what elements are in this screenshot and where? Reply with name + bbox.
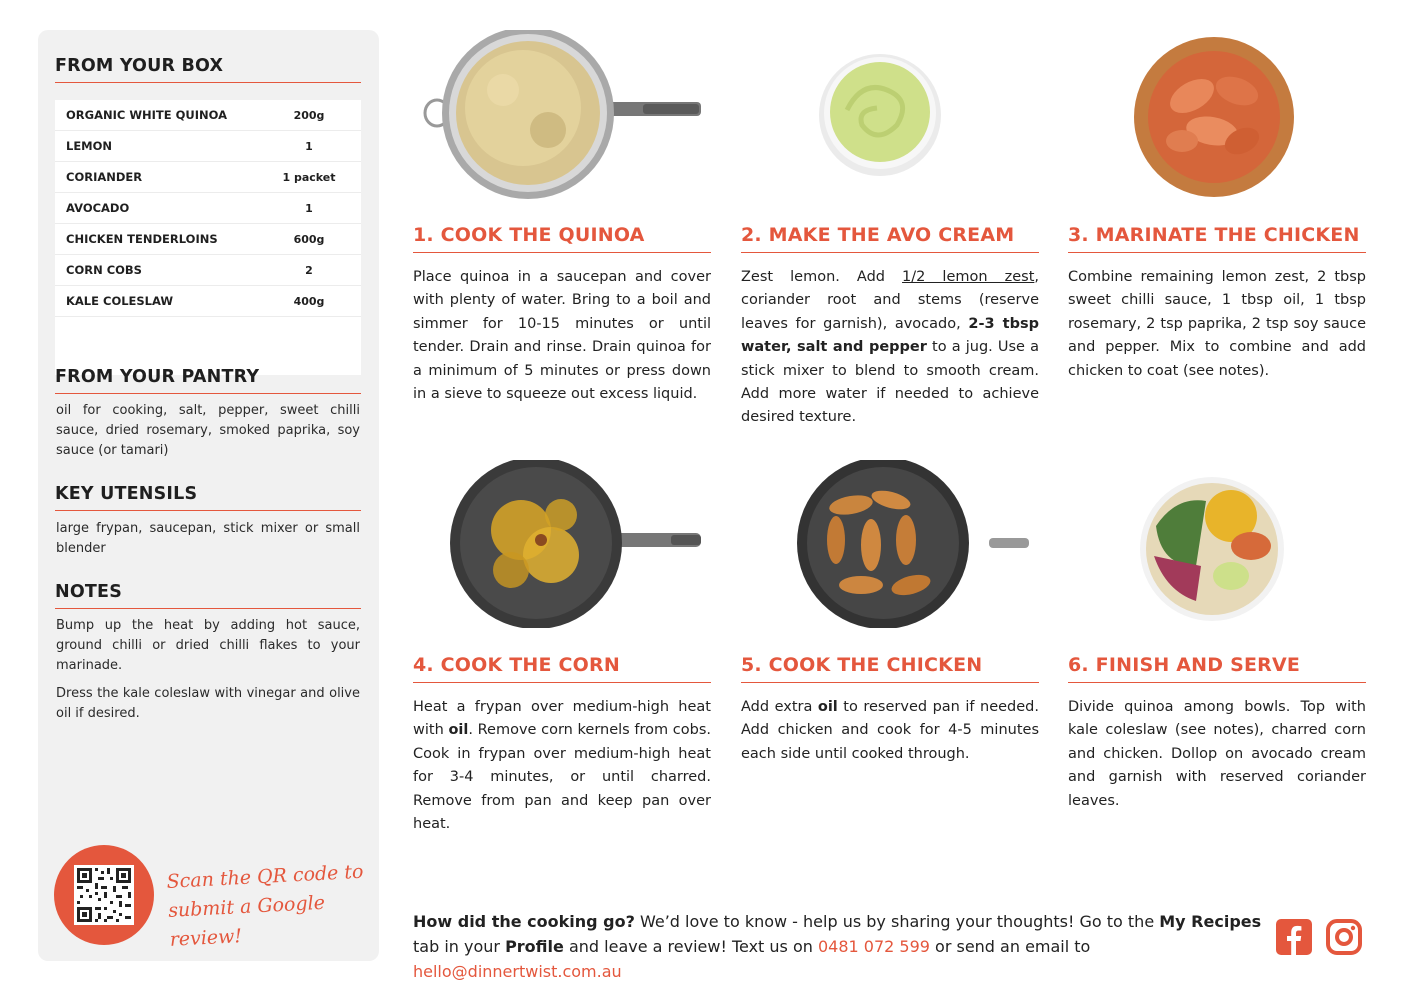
ingredient-qty: 600g (293, 232, 325, 246)
qr-code[interactable] (74, 865, 134, 925)
text-run: . Remove corn kernels from cobs. Cook in frypan over medium-high heat for 3-4 minutes, or until charred. Remove from pan and keep pan over heat. (413, 722, 711, 833)
bold-text: oil (817, 699, 838, 715)
ingredient-name: AVOCADO (66, 201, 130, 215)
ingredient-name: KALE COLESLAW (66, 294, 174, 308)
marinated-chicken-bowl-photo (1132, 36, 1296, 198)
text-run: tab in your (413, 937, 506, 956)
step-title: 1. COOK THE QUINOA (413, 224, 711, 253)
step-title: 2. MAKE THE AVO CREAM (741, 224, 1039, 253)
text-run: We’d love to know - help us by sharing your thoughts! Go to the (634, 912, 1160, 931)
text-run: Place quinoa in a saucepan and cover with plenty of water. Bring to a boil and simmer for 10-15 minutes or until tender. Drain and rinse. Drain quinoa for a minimum of 5 minutes or press down in a sieve to squeeze out excess liquid. (413, 269, 711, 403)
step-body (741, 696, 1039, 766)
step-title: 6. FINISH AND SERVE (1068, 654, 1366, 683)
qr-cta-line: Scan the QR code to (166, 860, 364, 893)
ingredient-name: CORN COBS (66, 263, 142, 277)
ingredients-sidebar (38, 30, 379, 961)
feedback-footer (413, 909, 1273, 984)
step-5 (741, 460, 1039, 820)
chicken-in-frypan-photo (791, 460, 1031, 628)
text-run: Add extra (741, 699, 818, 715)
ingredient-name: CHICKEN TENDERLOINS (66, 232, 218, 246)
ingredient-name: CORIANDER (66, 170, 143, 184)
text-run: or send an email to (929, 937, 1091, 956)
ingredient-name: LEMON (66, 139, 113, 153)
text-run: to a jug. Use a stick mixer to blend to smooth cream. Add more water if needed to achieve desired texture. (741, 339, 1039, 426)
bold-text: oil (448, 722, 469, 739)
text-run: Heat a frypan over medium-high heat with (413, 699, 711, 739)
ingredient-qty: 1 (305, 201, 313, 215)
step-title: 4. COOK THE CORN (413, 654, 711, 683)
step-body (413, 266, 711, 406)
notes-list (56, 616, 360, 732)
note-item: Dress the kale coleslaw with vinegar and olive oil if desired. (56, 686, 360, 721)
text-run: Combine remaining lemon zest, 2 tbsp sweet chilli sauce, 1 tbsp oil, 1 tbsp rosemary, 2 tsp paprika, 2 tsp soy sauce and pepper. Mix to combine and add chicken to coat (see notes). (1068, 269, 1366, 379)
ingredient-row (55, 131, 361, 162)
step-title: 3. MARINATE THE CHICKEN (1068, 224, 1366, 253)
instagram-icon[interactable] (1326, 919, 1362, 955)
step-4 (413, 460, 711, 833)
step-3 (1068, 30, 1366, 410)
bold-text: 2-3 tbsp water, salt and pepper (741, 315, 1039, 356)
text-run: to reserved pan if needed. Add chicken and cook for 4-5 minutes each side until cooked through. (741, 699, 1039, 762)
step-body (413, 696, 711, 836)
from-your-box-heading: FROM YOUR BOX (55, 56, 361, 83)
bold-text: How did the cooking go? (413, 912, 635, 931)
ingredient-row (55, 224, 361, 255)
ingredient-qty: 1 (305, 139, 313, 153)
key-utensils-heading: KEY UTENSILS (55, 484, 361, 511)
from-your-pantry-heading: FROM YOUR PANTRY (55, 367, 361, 394)
ingredient-qty: 400g (293, 294, 325, 308)
ingredient-row (55, 100, 361, 131)
bold-text: Profile (505, 937, 564, 956)
ingredient-qty: 1 packet (282, 170, 336, 184)
ingredient-row (55, 255, 361, 286)
ingredient-qty: 2 (305, 263, 313, 277)
pantry-text: oil for cooking, salt, pepper, sweet chilli sauce, dried rosemary, smoked paprika, soy sauce (or tamari) (56, 403, 360, 458)
text-run: Zest lemon. Add (741, 269, 903, 285)
step-body (1068, 696, 1366, 813)
bold-text: My Recipes (1159, 912, 1262, 931)
ingredient-row (55, 162, 361, 193)
step-body (1068, 266, 1366, 383)
finished-bowl-photo (1136, 476, 1288, 622)
qr-code-badge[interactable] (54, 845, 154, 945)
step-1 (413, 30, 711, 410)
text-run: Divide quinoa among bowls. Top with kale coleslaw (see notes), charred corn and chicken. Dollop on avocado cream and garnish with reserved coriander leaves. (1068, 699, 1366, 809)
quinoa-in-sieve-photo (423, 30, 713, 200)
step-6 (1068, 460, 1366, 820)
underlined-text: 1/2 lemon zest (902, 269, 1035, 285)
qr-cta-line: submit a Google review! (167, 891, 326, 951)
text-run: , coriander root and stems (reserve leaves for garnish), avocado, (741, 269, 1039, 332)
facebook-icon[interactable] (1276, 919, 1312, 955)
note-item: Bump up the heat by adding hot sauce, ground chilli or dried chilli flakes to your marinade. (56, 618, 360, 673)
step-body (741, 266, 1039, 430)
ingredient-qty: 200g (293, 108, 325, 122)
contact-link[interactable]: hello@dinnertwist.com.au (413, 962, 622, 981)
corn-in-frypan-photo (441, 460, 703, 628)
step-title: 5. COOK THE CHICKEN (741, 654, 1039, 683)
ingredient-row (55, 193, 361, 224)
ingredient-name: ORGANIC WHITE QUINOA (66, 108, 227, 122)
avocado-cream-bowl-photo (817, 50, 943, 180)
utensils-text: large frypan, saucepan, stick mixer or small blender (56, 521, 360, 556)
ingredient-row (55, 286, 361, 317)
step-2 (741, 30, 1039, 426)
notes-heading: NOTES (55, 582, 361, 609)
contact-link[interactable]: 0481 072 599 (817, 937, 930, 956)
text-run: and leave a review! Text us on (563, 937, 818, 956)
qr-call-to-action (166, 857, 383, 955)
ingredients-table (55, 100, 361, 375)
